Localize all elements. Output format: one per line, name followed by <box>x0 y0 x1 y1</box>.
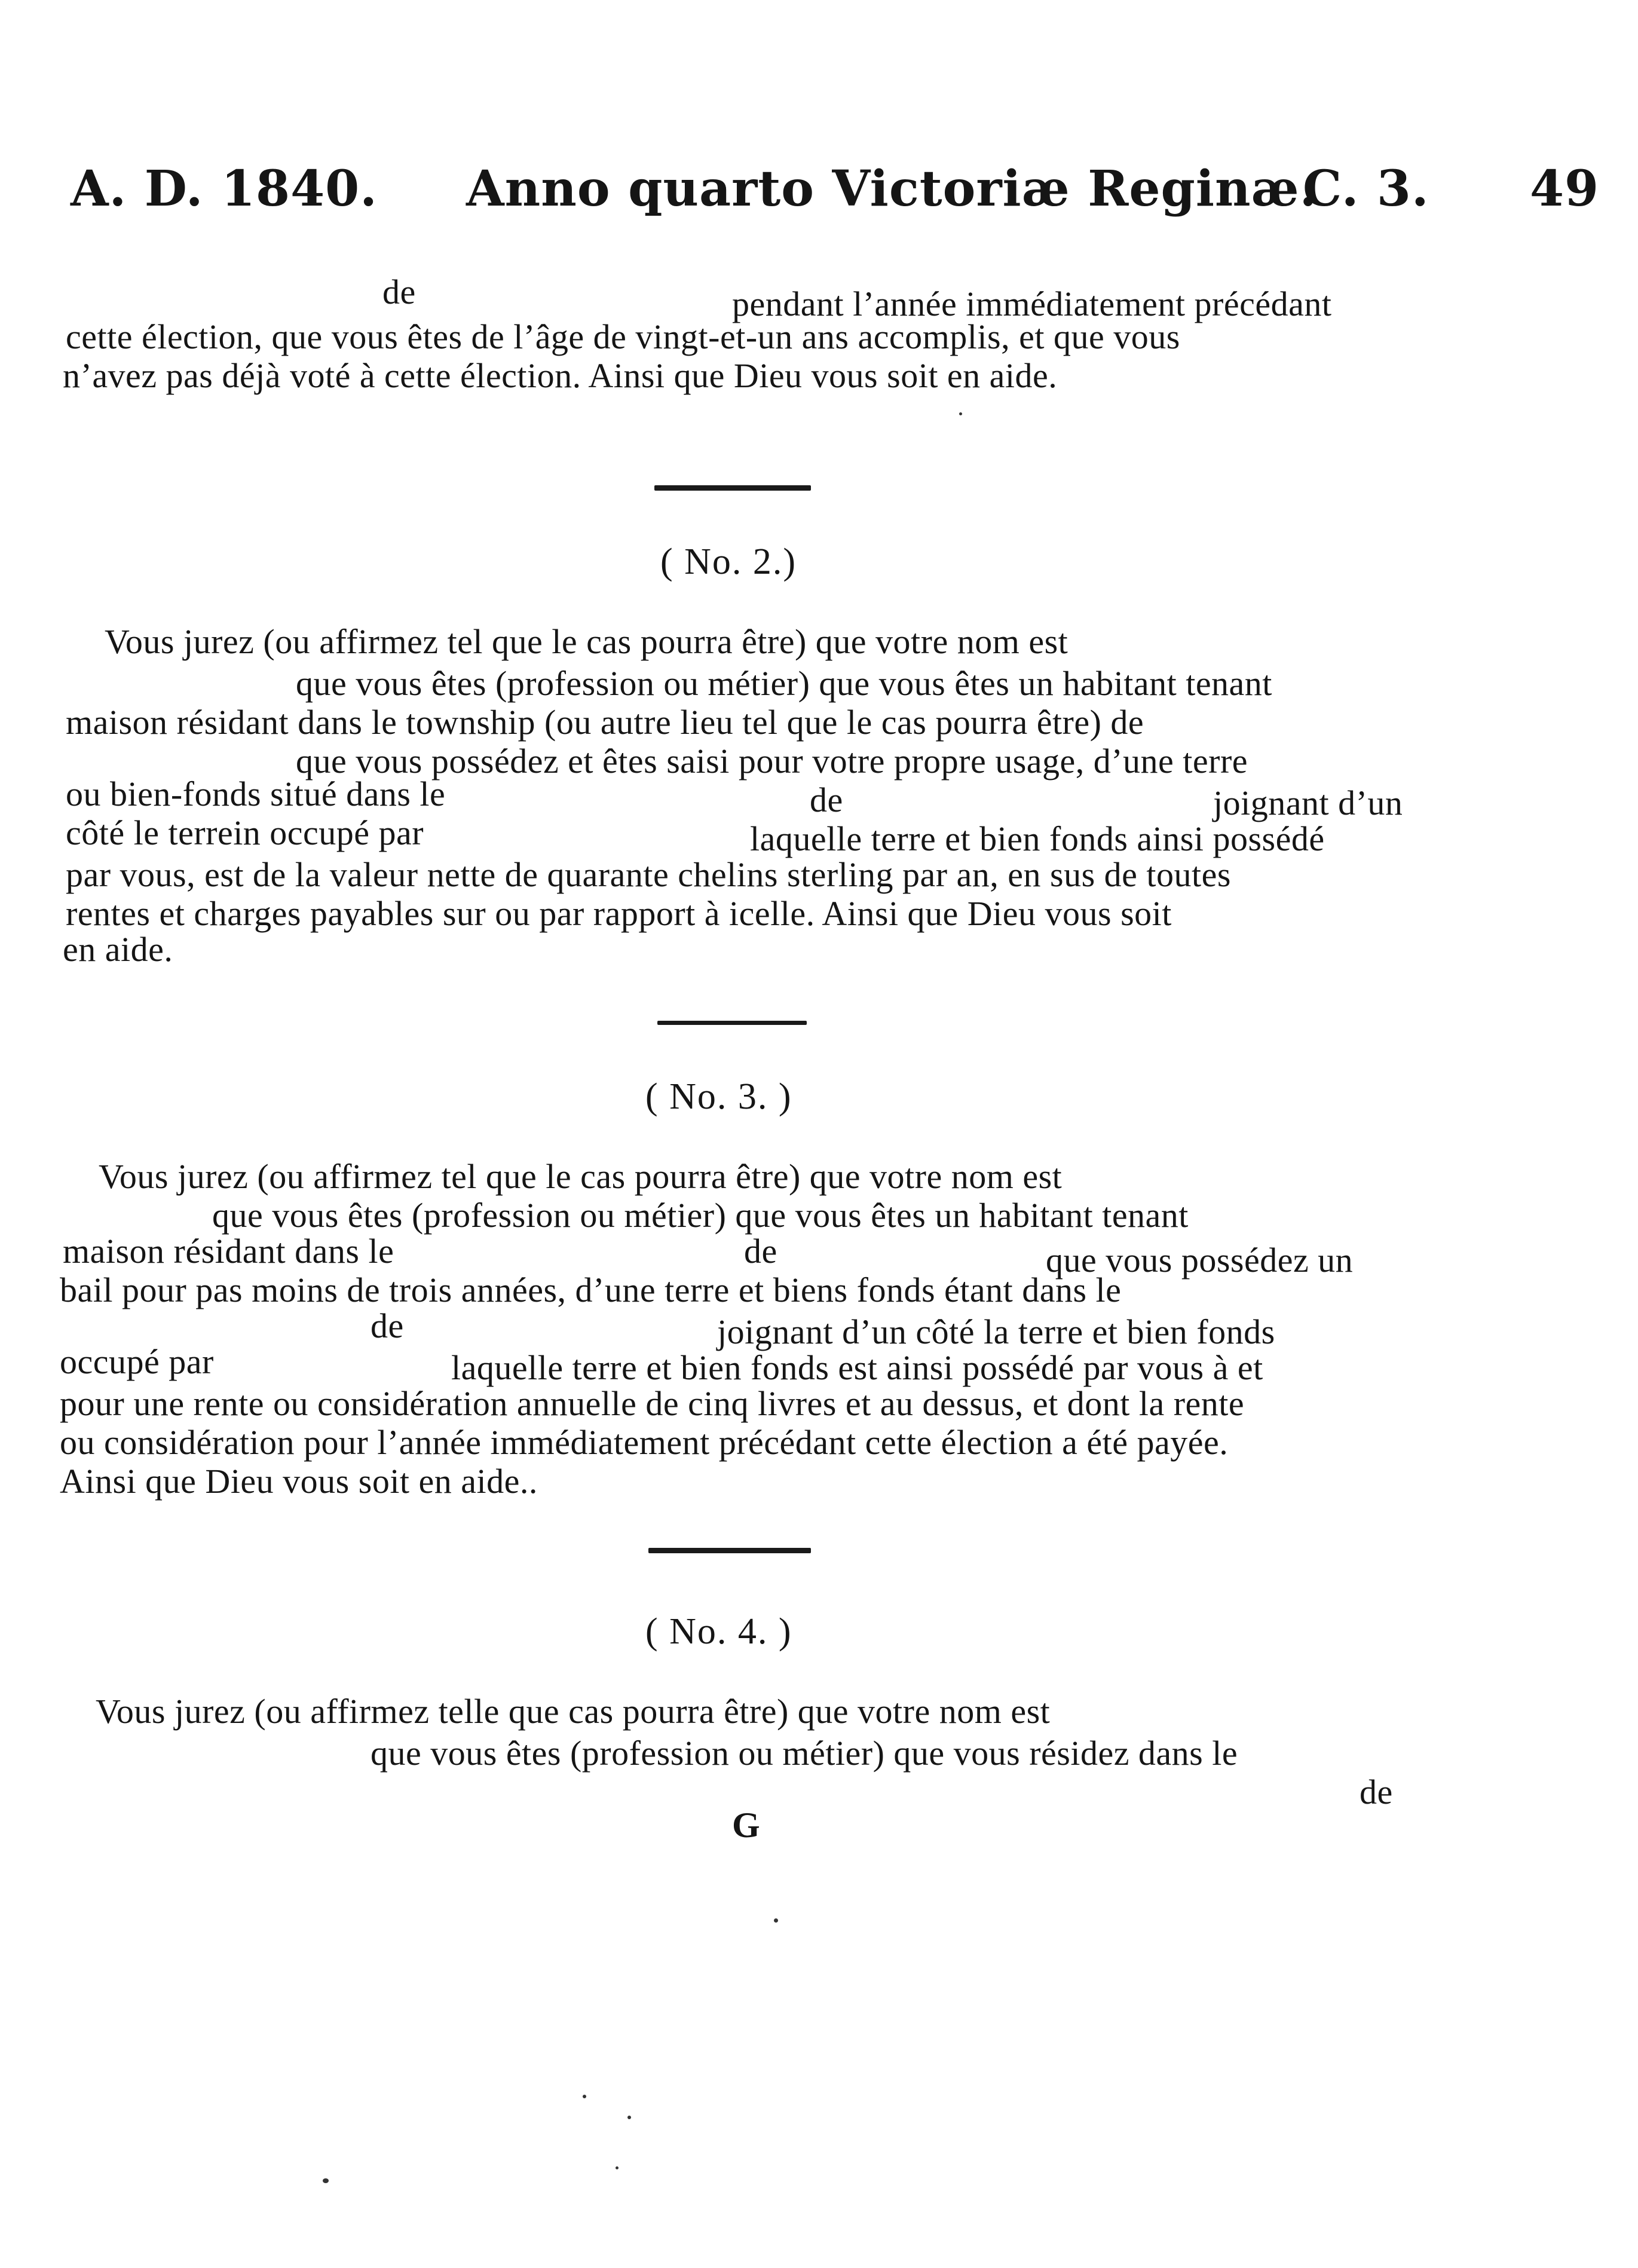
text-line: que vous possédez un <box>1046 1241 1354 1280</box>
text-line: que vous possédez et êtes saisi pour votre propre usage, d’une terre <box>296 742 1248 781</box>
text-line: maison résidant dans le <box>63 1232 394 1271</box>
print-speck <box>616 2166 619 2169</box>
text-line: par vous, est de la valeur nette de quarante chelins sterling par an, en sus de toutes <box>66 855 1231 894</box>
section-heading: ( No. 3. ) <box>645 1076 792 1117</box>
text-line: cette élection, que vous êtes de l’âge de vingt-et-un ans accomplis, et que vous <box>66 317 1180 356</box>
section-divider <box>648 1548 811 1553</box>
text-line: Vous jurez (ou affirmez telle que cas pourra être) que votre nom est <box>96 1692 1051 1731</box>
text-line: maison résidant dans le township (ou autre lieu tel que le cas pourra être) de <box>66 703 1144 742</box>
text-line: que vous êtes (profession ou métier) que vous résidez dans le <box>371 1734 1238 1773</box>
text-line: Ainsi que Dieu vous soit en aide.. <box>60 1462 538 1501</box>
text-line: en aide. <box>63 930 173 969</box>
section-divider <box>654 485 811 491</box>
text-line: ou bien-fonds situé dans le <box>66 775 446 813</box>
text-line: occupé par <box>60 1342 214 1381</box>
text-line: rentes et charges payables sur ou par rapport à icelle. Ainsi que Dieu vous soit <box>66 894 1172 933</box>
text-line: de <box>744 1232 777 1271</box>
text-line: laquelle terre et bien fonds ainsi possédé <box>750 819 1325 858</box>
text-line: de <box>810 781 843 819</box>
text-line: joignant d’un <box>1213 783 1403 822</box>
text-line: bail pour pas moins de trois années, d’une terre et biens fonds étant dans le <box>60 1271 1122 1309</box>
text-line: pendant l’année immédiatement précédant <box>732 284 1332 323</box>
text-line: n’avez pas déjà voté à cette élection. Ainsi que Dieu vous soit en aide. <box>63 356 1058 395</box>
text-line: Vous jurez (ou affirmez tel que le cas pourra être) que votre nom est <box>105 622 1068 661</box>
text-line: laquelle terre et bien fonds est ainsi possédé par vous à et <box>451 1348 1263 1387</box>
print-speck <box>774 1918 778 1923</box>
text-line: joignant d’un côté la terre et bien fonds <box>717 1312 1275 1351</box>
section-heading: ( No. 2.) <box>660 541 797 582</box>
header-title: Anno quarto Victoriæ Reginæ. <box>466 160 1318 218</box>
header-year: A. D. 1840. <box>71 160 378 218</box>
print-speck <box>627 2116 631 2119</box>
text-line: que vous êtes (profession ou métier) que vous êtes un habitant tenant <box>296 664 1272 703</box>
text-line: ou considération pour l’année immédiatement précédant cette élection a été payée. <box>60 1423 1229 1462</box>
section-heading: ( No. 4. ) <box>645 1611 792 1652</box>
print-speck <box>323 2178 329 2183</box>
header-chapter: C. 3. <box>1303 160 1429 218</box>
print-speck <box>959 412 962 415</box>
text-line: pour une rente ou considération annuelle de cinq livres et au dessus, et dont la rente <box>60 1384 1245 1423</box>
text-line: de <box>382 273 416 311</box>
text-line: Vous jurez (ou affirmez tel que le cas pourra être) que votre nom est <box>99 1157 1063 1196</box>
text-line: de <box>1360 1773 1393 1811</box>
text-line: que vous êtes (profession ou métier) que vous êtes un habitant tenant <box>212 1196 1189 1235</box>
text-line: de <box>371 1306 404 1345</box>
text-line: côté le terrein occupé par <box>66 813 424 852</box>
print-speck <box>583 2095 586 2098</box>
signature-mark: G <box>732 1805 760 1845</box>
section-divider <box>657 1021 807 1025</box>
page-number: 49 <box>1530 160 1600 218</box>
